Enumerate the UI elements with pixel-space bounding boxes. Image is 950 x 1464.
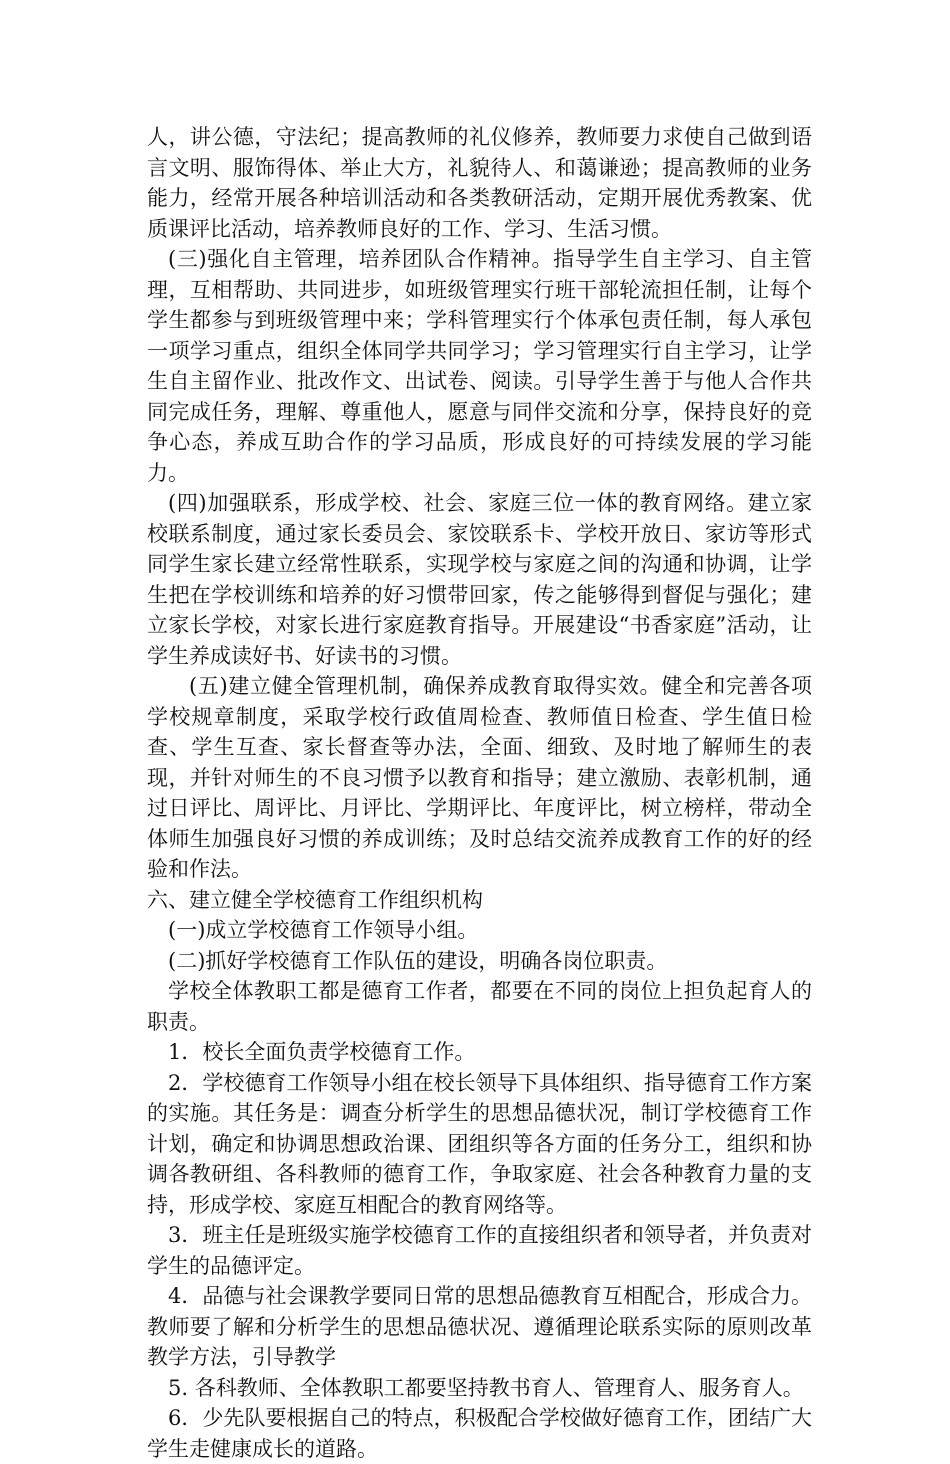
paragraph-subsection-1: (一)成立学校德育工作领导小组。	[168, 918, 479, 942]
list-item-6: 6．少先队要根据自己的特点，积极配合学校做好德育工作，团结广大学生走健康成长的道路。	[147, 1406, 812, 1461]
paragraph-section-3: (三)强化自主管理，培养团队合作精神。指导学生自主学习、自主管理，互相帮助、共同进步，如班级管理实行班干部轮流担任制，让每个学生都参与到班级管理中来；学科管理实行个体承包责任制，每人承包一项学习重点，组织全体同学共同学习；学习管理实行自主学习，让学生自主留作业、批改作文、出试卷、阅读。引导学生善于与他人合作共同完成任务，理解、尊重他人，愿意与同伴交流和分享，保持良好的竞争心态，养成互助合作的学习品质，形成良好的可持续发展的学习能力。	[147, 247, 812, 485]
list-item-4: 4．品德与社会课教学要同日常的思想品德教育互相配合，形成合力。教师要了解和分析学生的思想品德状况、遵循理论联系实际的原则改革教学方法，引导教学	[147, 1284, 812, 1369]
paragraph-teacher-quality-continued: 人，讲公德，守法纪；提高教师的礼仪修养，教师要力求使自己做到语言文明、服饰得体、举止大方，礼貌待人、和蔼谦逊；提高教师的业务能力，经常开展各种培训活动和各类教研活动，定期开展优秀教案、优质课评比活动，培养教师良好的工作、学习、生活习惯。	[147, 125, 812, 241]
paragraph-section-4: (四)加强联系，形成学校、社会、家庭三位一体的教育网络。建立家校联系制度，通过家长委员会、家饺联系卡、学校开放日、家访等形式同学生家长建立经常性联系，实现学校与家庭之间的沟通和协调，让学生把在学校训练和培养的好习惯带回家，传之能够得到督促与强化；建立家长学校，对家长进行家庭教育指导。开展建设“书香家庭”活动，让学生养成读好书、好读书的习惯。	[147, 491, 812, 668]
list-item-5: 5. 各科教师、全体教职工都要坚持教书育人、管理育人、服务育人。	[168, 1375, 804, 1400]
list-item-2: 2．学校德育工作领导小组在校长领导下具体组织、指导德育工作方案的实施。其任务是：调查分析学生的思想品德状况，制订学校德育工作计划，确定和协调思想政治课、团组织等各方面的任务分工，组织和协调各教研组、各科教师的德育工作，争取家庭、社会各种教育力量的支持，形成学校、家庭互相配合的教育网络等。	[147, 1070, 812, 1217]
document-page	[147, 122, 812, 1464]
paragraph-section-5: (五)建立健全管理机制，确保养成教育取得实效。健全和完善各项学校规章制度，采取学校行政值周检查、教师值日检查、学生值日检查、学生互查、家长督查等办法，全面、细致、及时地了解师生的表现，并针对师生的不良习惯予以教育和指导；建立激励、表彰机制，通过日评比、周评比、月评比、学期评比、年度评比，树立榜样，带动全体师生加强良好习惯的养成训练；及时总结交流养成教育工作的好的经验和作法。	[147, 674, 812, 881]
section-heading-6: 六、建立健全学校德育工作组织机构	[147, 887, 483, 912]
list-item-1: 1．校长全面负责学校德育工作。	[168, 1040, 476, 1064]
paragraph-all-staff: 学校全体教职工都是德育工作者，都要在不同的岗位上担负起育人的职责。	[147, 979, 812, 1034]
paragraph-subsection-2: (二)抓好学校德育工作队伍的建设，明确各岗位职责。	[168, 948, 668, 973]
list-item-3: 3．班主任是班级实施学校德育工作的直接组织者和领导者，并负责对学生的品德评定。	[147, 1223, 812, 1278]
